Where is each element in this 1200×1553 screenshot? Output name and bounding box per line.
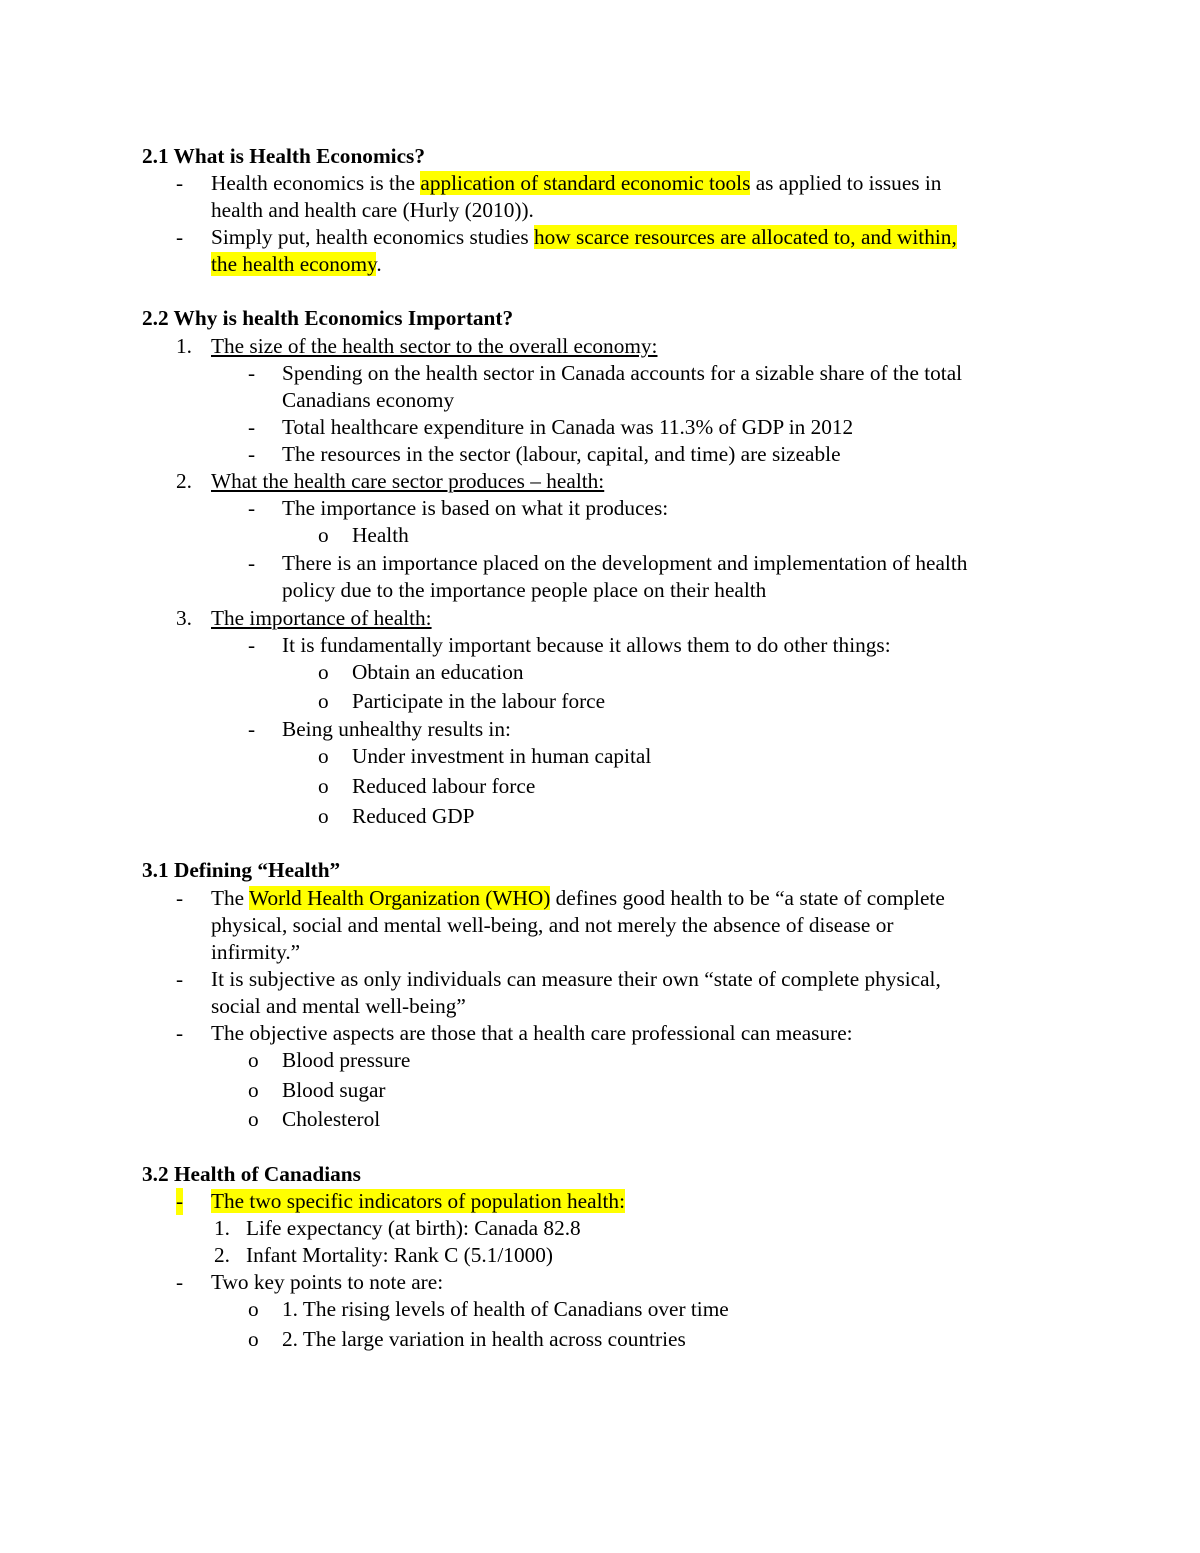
bullet-text-continuation: policy due to the importance people place on their health (282, 578, 767, 602)
highlighted-text: the health economy (211, 252, 377, 276)
bullet-marker: - (248, 496, 256, 520)
bullet-text: It is subjective as only individuals can measure their own “state of complete physical, (211, 967, 941, 991)
section-heading-3-2: 3.2 Health of Canadians (142, 1162, 361, 1186)
highlighted-text: application of standard economic tools (420, 171, 751, 195)
list-number: 2. (214, 1243, 230, 1267)
section-heading-3-1: 3.1 Defining “Health” (142, 858, 341, 882)
sub-bullet-text: Reduced labour force (352, 774, 536, 798)
bullet-marker: - (176, 1189, 184, 1213)
bullet-marker: - (176, 225, 184, 249)
list-number: 1. (214, 1216, 230, 1240)
sub-bullet-marker: o (318, 523, 329, 547)
highlighted-text: The two specific indicators of population health: (211, 1189, 625, 1213)
bullet-text: Two key points to note are: (211, 1270, 444, 1294)
text-run: . (376, 252, 382, 276)
sub-bullet-marker: o (248, 1048, 259, 1072)
bullet-marker: - (176, 967, 184, 991)
bullet-marker: - (176, 1021, 184, 1045)
sub-bullet-text: 2. The large variation in health across countries (282, 1327, 686, 1351)
sub-bullet-marker: o (318, 774, 329, 798)
bullet-marker: - (176, 1270, 184, 1294)
bullet-text-continuation: infirmity.” (211, 940, 301, 964)
sub-bullet-text: Health (352, 523, 409, 547)
sub-bullet-text: Participate in the labour force (352, 689, 606, 713)
sub-bullet-marker: o (248, 1327, 259, 1351)
sub-bullet-marker: o (318, 689, 329, 713)
bullet-text-continuation: health and health care (Hurly (2010)). (211, 198, 534, 222)
bullet-text: It is fundamentally important because it allows them to do other things: (282, 633, 891, 657)
bullet-marker: - (248, 633, 256, 657)
section-heading-2-1: 2.1 What is Health Economics? (142, 144, 425, 168)
sub-bullet-marker: o (318, 660, 329, 684)
sub-bullet-marker: o (318, 804, 329, 828)
sub-bullet-marker: o (318, 744, 329, 768)
bullet-marker: - (176, 171, 184, 195)
bullet-marker: - (176, 886, 184, 910)
bullet-text: Spending on the health sector in Canada accounts for a sizable share of the total (282, 361, 963, 385)
bullet-text-scarce-resources (211, 224, 957, 251)
bullet-text: The resources in the sector (labour, capital, and time) are sizeable (282, 442, 841, 466)
bullet-marker: - (248, 415, 256, 439)
section-heading-2-2: 2.2 Why is health Economics Important? (142, 306, 514, 330)
highlighted-text: World Health Organization (WHO) (249, 886, 551, 910)
bullet-text-indicators (211, 1188, 625, 1215)
bullet-text-continuation: Canadians economy (282, 388, 455, 412)
sub-bullet-text: Reduced GDP (352, 804, 475, 828)
sub-bullet-text: 1. The rising levels of health of Canadians over time (282, 1297, 729, 1321)
bullet-text: Being unhealthy results in: (282, 717, 511, 741)
bullet-marker: - (248, 361, 256, 385)
bullet-text: The objective aspects are those that a health care professional can measure: (211, 1021, 853, 1045)
text-run: Simply put, health economics studies (211, 225, 534, 249)
list-item-text: Life expectancy (at birth): Canada 82.8 (246, 1216, 581, 1240)
text-run: defines good health to be “a state of complete (550, 886, 945, 910)
bullet-marker: - (248, 551, 256, 575)
text-run: as applied to issues in (750, 171, 942, 195)
list-item-text: Infant Mortality: Rank C (5.1/1000) (246, 1243, 553, 1267)
sub-bullet-text: Cholesterol (282, 1107, 381, 1131)
bullet-marker: - (248, 717, 256, 741)
sub-bullet-text: Under investment in human capital (352, 744, 652, 768)
text-run: The (211, 886, 250, 910)
bullet-text: The importance is based on what it produces: (282, 496, 669, 520)
sub-bullet-text: Obtain an education (352, 660, 524, 684)
bullet-text: Total healthcare expenditure in Canada was 11.3% of GDP in 2012 (282, 415, 854, 439)
bullet-text-continuation: physical, social and mental well-being, and not merely the absence of disease or (211, 913, 894, 937)
bullet-marker: - (248, 442, 256, 466)
list-item-label: What the health care sector produces – health: (211, 469, 605, 493)
sub-bullet-marker: o (248, 1297, 259, 1321)
text-run: Health economics is the (211, 171, 421, 195)
bullet-text-continuation: social and mental well-being” (211, 994, 466, 1018)
list-number: 2. (176, 469, 192, 493)
list-number: 3. (176, 606, 192, 630)
bullet-text-who-definition (211, 885, 945, 912)
bullet-text: There is an importance placed on the development and implementation of health (282, 551, 968, 575)
sub-bullet-marker: o (248, 1078, 259, 1102)
sub-bullet-text: Blood sugar (282, 1078, 386, 1102)
sub-bullet-marker: o (248, 1107, 259, 1131)
list-number: 1. (176, 334, 192, 358)
sub-bullet-text: Blood pressure (282, 1048, 411, 1072)
bullet-text-continuation (211, 251, 382, 278)
list-item-label: The importance of health: (211, 606, 432, 630)
highlighted-text: how scarce resources are allocated to, and within, (533, 225, 957, 249)
bullet-text-health-economics-definition (211, 170, 941, 197)
list-item-label: The size of the health sector to the overall economy: (211, 334, 658, 358)
